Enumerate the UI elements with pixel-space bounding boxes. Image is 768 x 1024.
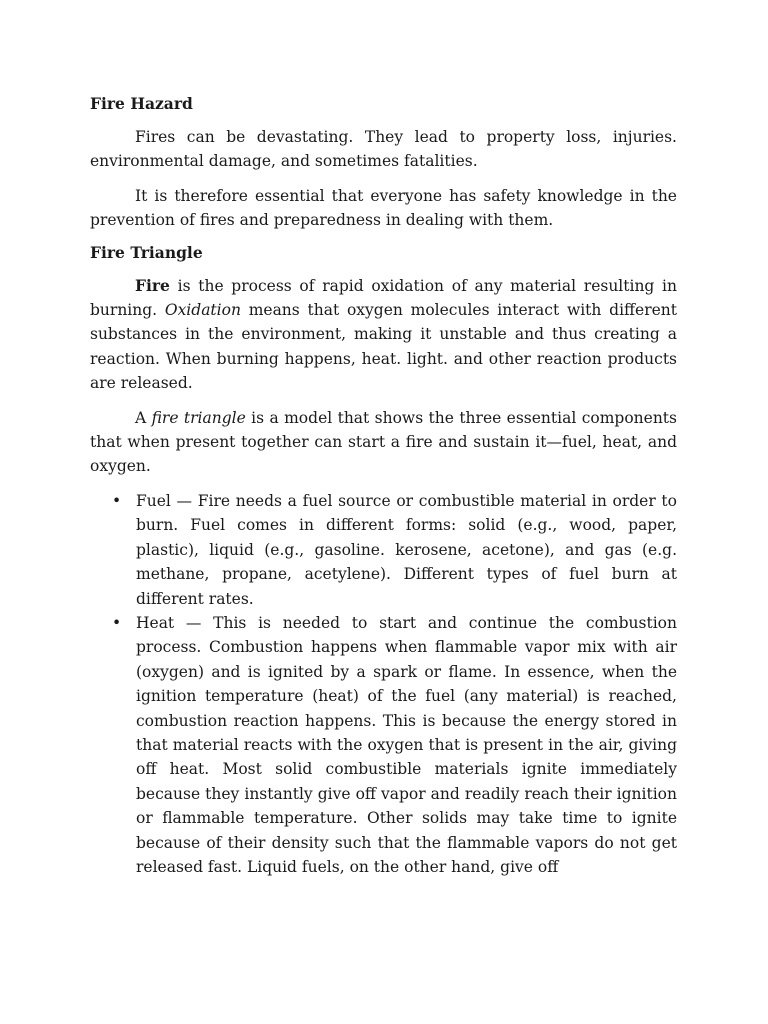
bullet-icon: • (112, 613, 122, 632)
list-item-fuel-text: Fuel — Fire needs a fuel source or combustible material in order to burn. Fuel comes in different forms: solid (e.g., wood, paper, plastic), liquid (e.g., gasoline. kerosene, acetone), and gas (e.g. methane, propane, acetylene). Different types of fuel burn at different rates. (136, 491, 677, 608)
term-fire: Fire (135, 275, 170, 295)
document-page (90, 92, 677, 879)
paragraph-fires-devastating: Fires can be devastating. They lead to property loss, injuries. environmental damage, and sometimes fatalities. (90, 128, 677, 171)
paragraph-fire-definition (90, 274, 677, 396)
section-heading-fire-triangle: Fire Triangle (90, 242, 203, 262)
triangle-text: is a model that shows the three essential components that when present together can start a fire and sustain it—fuel, heat, and oxygen. (90, 408, 677, 476)
bullet-icon: • (112, 491, 122, 510)
list-item-fuel (112, 489, 677, 611)
list-item-heat-text: Heat — This is needed to start and continue the combustion process. Combustion happens when flammable vapor mix with air (oxygen) and is ignited by a spark or flame. In essence, when the ignition temperature (heat) of the fuel (any material) is reached, combustion reaction happens. This is because the energy stored in that material reacts with the oxygen that is present in the air, giving off heat. Most solid combustible materials ignite immediately because they instantly give off vapor and readily reach their ignition or flammable temperature. Other solids may take time to ignite because of their density such that the flammable vapors do not get released fast. Liquid fuels, on the other hand, give off (136, 613, 677, 876)
list-item-heat (112, 611, 677, 879)
definition-text-1: is the process of rapid oxidation of any material resulting in burning. (90, 276, 677, 320)
section-heading-fire-hazard: Fire Hazard (90, 94, 193, 113)
definition-text-2: means that oxygen molecules interact with different substances in the environment, making it unstable and thus creating a reaction. When burning happens, heat. light. and other reaction products are released. (90, 301, 678, 393)
paragraph-fire-triangle-model (90, 406, 677, 479)
fire-components-list (90, 489, 677, 880)
triangle-intro: A (135, 408, 152, 427)
term-fire-triangle: fire triangle (151, 408, 246, 427)
term-oxidation: Oxidation (164, 301, 241, 320)
paragraph-safety-knowledge: It is therefore essential that everyone has safety knowledge in the prevention of fires and preparedness in dealing with them. (90, 186, 677, 230)
